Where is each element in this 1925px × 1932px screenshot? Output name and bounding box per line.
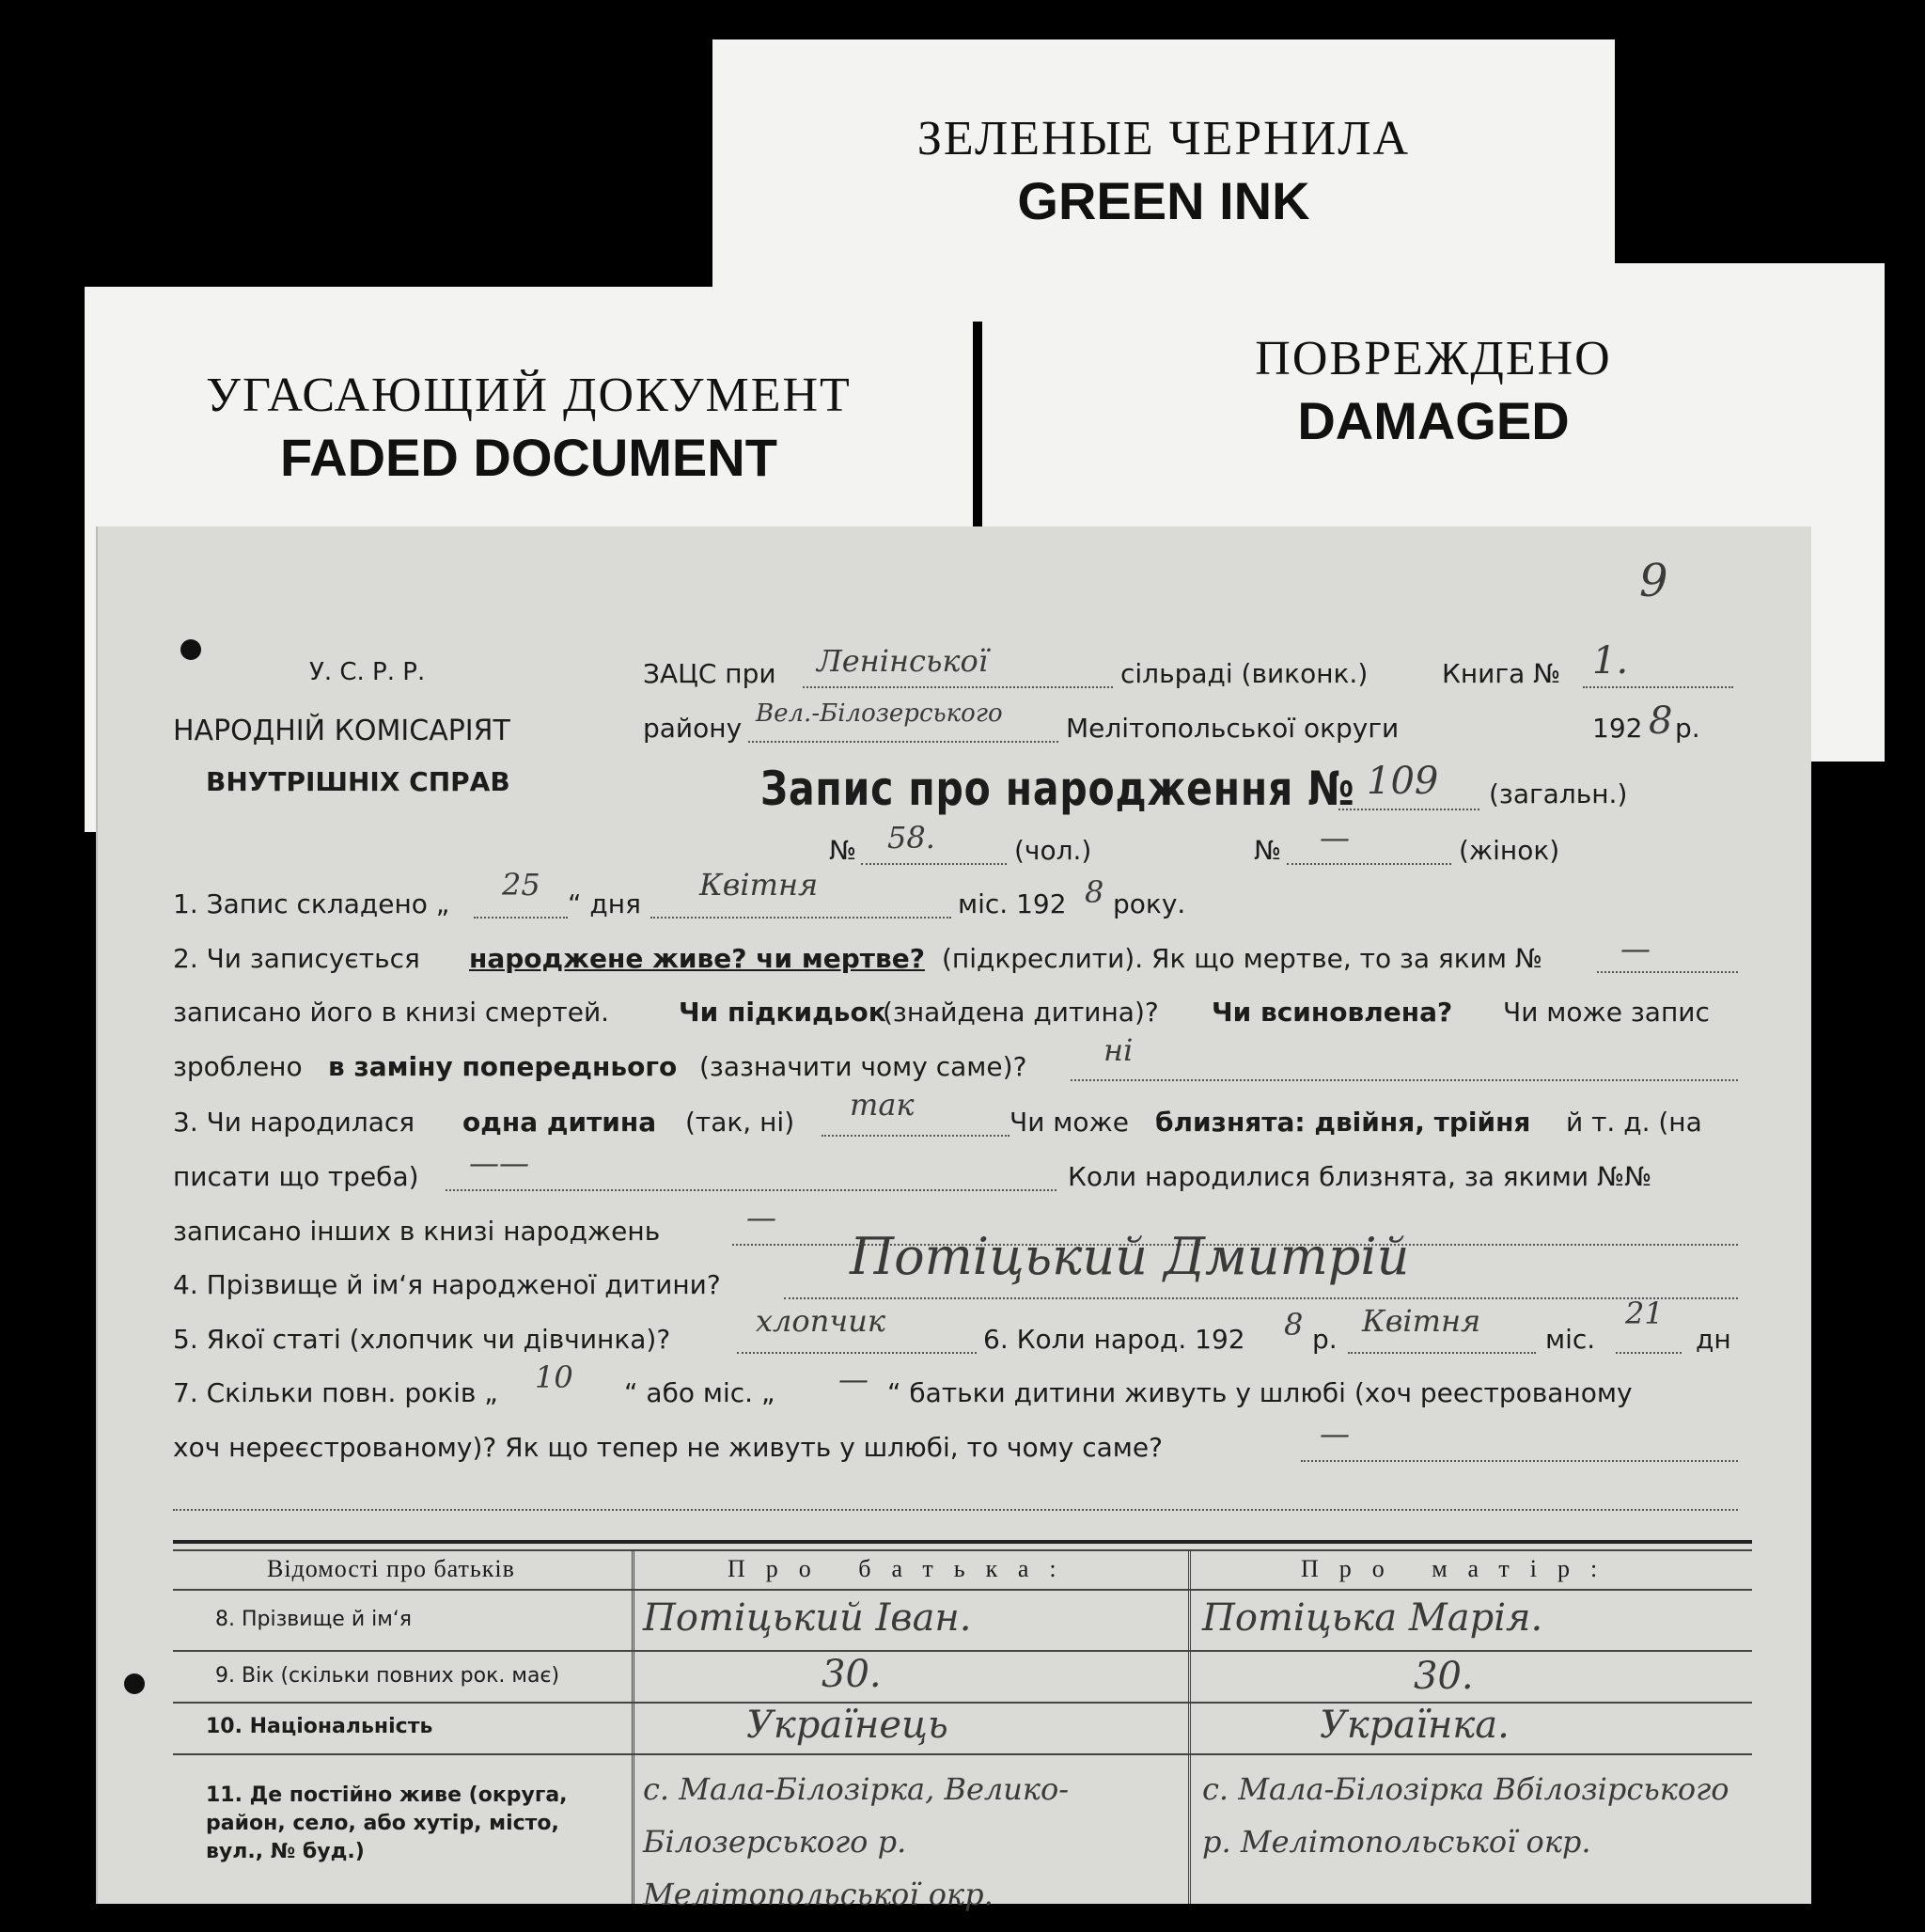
raion-label: району [643,713,743,744]
mother-age: 30. [1414,1655,1474,1698]
item2-l3-a: зроблено [173,1051,303,1082]
green-ink-en: GREEN INK [1017,171,1310,230]
item6-day-line [1616,1352,1682,1354]
table-header-rule [173,1589,1752,1591]
item2-l2-e: Чи може запис [1503,997,1710,1028]
damaged-en: DAMAGED [1297,391,1570,450]
item5-line [737,1352,977,1354]
book-value: 1. [1592,639,1629,683]
male-no-sign: № [829,835,857,866]
item7-years: 10 [535,1359,573,1395]
item3-l2-value: —— [469,1145,529,1181]
item7-l1-b: “ або міс. „ [624,1377,775,1408]
item7-extra-line [173,1509,1738,1511]
general-label: (загальн.) [1489,778,1628,809]
item2-l1-line [1597,971,1738,973]
item3-l1-d: Чи може [1009,1107,1129,1138]
female-no-sign: № [1254,835,1282,866]
col-header-mother: Про матір: [1301,1555,1619,1582]
zags-line [803,686,1113,688]
year-value: 8 [1649,699,1673,743]
item6-year: 8 [1284,1307,1304,1343]
col-divider [1188,1549,1191,1904]
item1-month-line [650,917,951,919]
table-top-rule [173,1540,1752,1544]
item6-c: міс. [1545,1324,1596,1355]
record-number: 109 [1367,760,1439,803]
table-top-rule-thin [173,1549,1752,1551]
row-label-age: 9. Вік (скільки повних рок. має) [215,1664,560,1688]
item2-l2-d: Чи всиновлена? [1212,997,1453,1028]
item7-value: — [1320,1416,1350,1452]
punch-hole [180,639,201,660]
item3-l2-line [446,1189,1056,1191]
raion-value: Вел.-Білозерського [756,699,1003,728]
birth-record-form [96,526,1811,1912]
okrug-label: Мелітопольської округи [1066,713,1400,744]
raion-line [748,741,1058,743]
father-age: 30. [822,1653,882,1696]
male-label: (чол.) [1014,835,1092,866]
faded-ru: УГАСАЮЩИЙ ДОКУМЕНТ [206,369,852,422]
female-number: — [1320,820,1350,856]
item2-l1-c: (підкреслити). Як що мертве, то за яким № [942,943,1543,974]
record-title: Запис про народження № [760,762,1355,816]
item7-l2: хоч нереєстрованому)? Як що тепер не живуть у шлюбі, то чому саме? [173,1432,1163,1463]
year-prefix: 192 [1592,713,1643,744]
mother-name: Потіцька Марія. [1202,1596,1543,1640]
item1-day-line [474,917,568,919]
item1-month: Квітня [699,867,819,903]
row-rule [173,1702,1752,1704]
record-number-line [1338,809,1479,810]
female-line [1287,863,1451,865]
item6-day: 21 [1625,1296,1664,1331]
item7-l1-c: “ батьки дитини живуть у шлюбі (хоч реестрованому [887,1377,1633,1408]
item3-l2-b: Коли народилися близнята, за якими №№ [1068,1161,1652,1192]
item3-l1-c: (так, ні) [685,1107,795,1138]
punch-hole [124,1673,145,1694]
father-name: Потіцький Іван. [643,1596,972,1640]
item4-label: 4. Прізвище й ім‘я народженої дитини? [173,1269,721,1300]
item2-l3-value: ні [1103,1032,1134,1068]
row-label-name: 8. Прізвище й ім‘я [215,1608,413,1631]
item3-l1-f: й т. д. (на [1566,1107,1702,1138]
green-ink-ru: ЗЕЛЕНЫЕ ЧЕРНИЛА [916,112,1411,165]
item7-l2-line [1301,1460,1738,1462]
item2-l1-a: 2. Чи записується [173,943,420,974]
org-line2: НАРОДНІЙ КОМІСАРІЯТ [173,715,510,747]
item4-value: Потіцький Дмитрій [850,1227,1410,1286]
item3-l3-a: записано інших в книзі народжень [173,1216,661,1247]
mother-residence: с. Мала-Білозірка Вбілозірського р. Мелітопольської окр. [1202,1771,1729,1860]
item3-l1-line [822,1135,1009,1137]
male-line [861,863,1007,865]
item7-l1-a: 7. Скільки повн. років „ [173,1377,498,1408]
col-divider [632,1549,634,1904]
item1-c: міс. 192 [958,888,1067,919]
row-label-residence: 11. Де постійно живе (округа, район, село, або хутір, місто, вул., № буд.) [206,1783,568,1863]
row-rule [173,1753,1752,1755]
faded-en: FADED DOCUMENT [280,428,777,487]
silradi-label: сільраді (виконк.) [1120,658,1369,689]
book-line [1583,686,1733,688]
item3-l3-value: — [746,1200,776,1235]
item1-a: 1. Запис складено „ [173,888,450,919]
col-header-info: Відомості про батьків [267,1555,515,1582]
item3-l2-a: писати що треба) [173,1161,419,1192]
item2-l3-c: (зазначити чому саме)? [699,1051,1027,1082]
female-label: (жінок) [1459,835,1560,866]
item2-l1-value: — [1620,931,1651,966]
item1-b: “ дня [568,888,641,919]
mother-nationality: Українка. [1320,1704,1510,1747]
item3-l1-value: так [850,1087,915,1123]
row-label-nationality: 10. Національність [206,1715,433,1738]
item6-b: р. [1312,1324,1338,1355]
item2-l1-b: народжене живе? чи мертве? [469,943,925,974]
zags-label: ЗАЦС при [643,658,776,689]
item1-d: року. [1113,888,1186,919]
item2-l2-a: записано його в книзі смертей. [173,997,610,1028]
item3-l1-b: одна дитина [462,1107,657,1138]
father-nationality: Українець [746,1704,948,1747]
item1-year: 8 [1085,874,1104,910]
org-line3: ВНУТРІШНІХ СПРАВ [206,766,510,797]
row-rule [173,1650,1752,1652]
item6-month-line [1348,1352,1536,1354]
item2-l2-c: (знайдена дитина)? [883,997,1159,1028]
item1-day: 25 [502,867,540,903]
year-suffix: р. [1675,713,1700,744]
zags-value: Ленінської [817,643,988,679]
item2-l3-b: в заміну попереднього [328,1051,678,1082]
item6-d: дн [1696,1324,1731,1355]
page-number: 9 [1639,555,1668,607]
male-number: 58. [887,820,935,856]
item5-label: 5. Якої статі (хлопчик чи дівчинка)? [173,1324,671,1355]
book-label: Книга № [1442,658,1561,689]
org-line1: У. С. Р. Р. [309,658,426,686]
item6-month: Квітня [1362,1303,1481,1339]
item2-l3-line [1071,1079,1738,1081]
col-header-father: Про батька: [728,1555,1077,1582]
damaged-ru: ПОВРЕЖДЕНО [1255,332,1612,385]
item5-value: хлопчик [756,1303,885,1339]
item6-a: 6. Коли народ. 192 [983,1324,1245,1355]
item4-line [784,1297,1738,1299]
item3-l1-e: близнята: двійня, трійня [1155,1107,1531,1138]
item3-l1-a: 3. Чи народилася [173,1107,415,1138]
item2-l2-b: Чи підкидьок [679,997,886,1028]
father-residence: с. Мала-Білозірка, Велико-Білозерського р. Мелітопольської окр. [643,1771,1070,1912]
item7-months: — [838,1361,869,1397]
